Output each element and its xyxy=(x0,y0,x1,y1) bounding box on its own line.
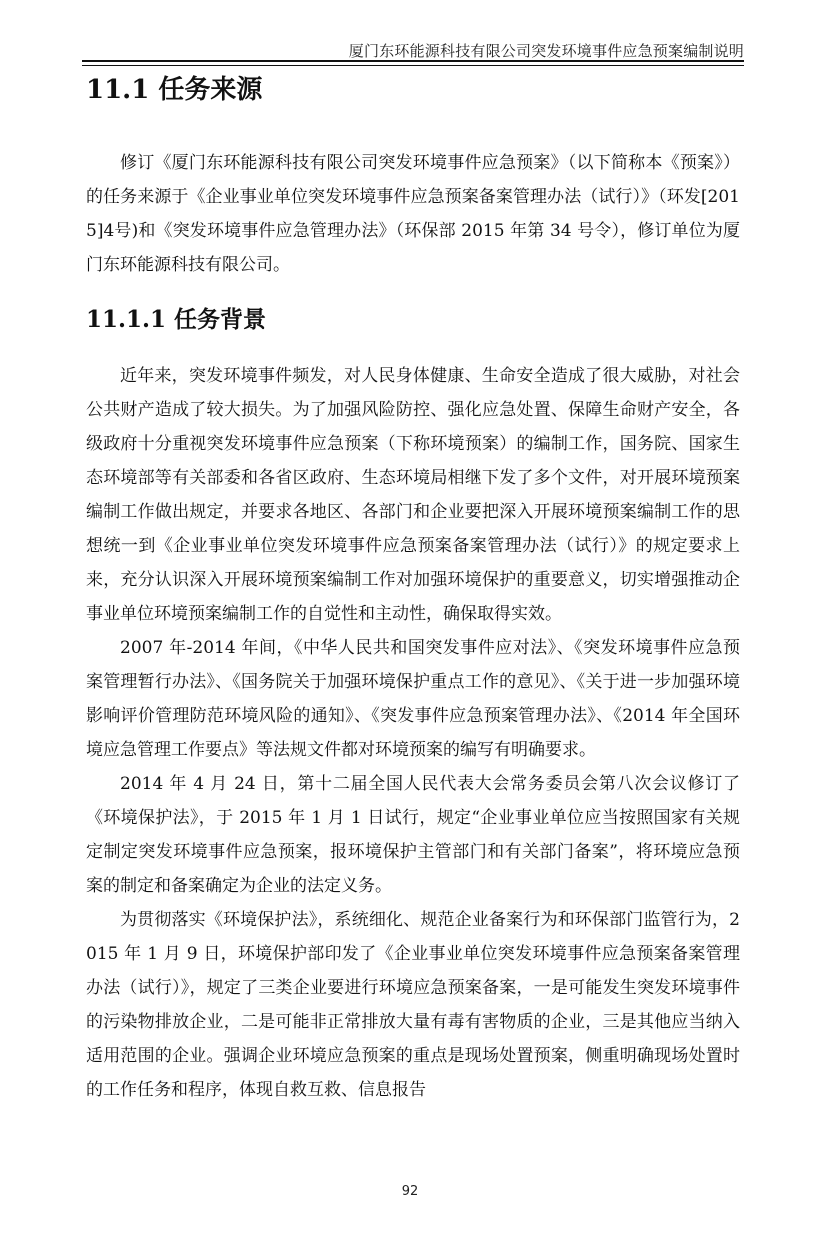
section-paragraph: 修订《厦门东环能源科技有限公司突发环境事件应急预案》（以下简称本《预案》）的任务来源于《企业事业单位突发环境事件应急预案备案管理办法（试行）》（环发[2015]4号)和《突发环境事件应急管理办法》（环保部 2015 年第 34 号令），修订单位为厦门东环能源科技有限公司。 xyxy=(86,153,740,275)
body-paragraph-4: 为贯彻落实《环境保护法》，系统细化、规范企业备案行为和环保部门监管行为，2015 年 1 月 9 日，环境保护部印发了《企业事业单位突发环境事件应急预案备案管理办法（试行）》，规定了三类企业要进行环境应急预案备案，一是可能发生突发环境事件的污染物排放企业，二是可能非正常排放大量有毒有害物质的企业，三是其他应当纳入适用范围的企业。强调企业环境应急预案的重点是现场处置预案，侧重明确现场处置时的工作任务和程序，体现自救互救、信息报告 xyxy=(86,910,740,1100)
header-rule-thick xyxy=(82,60,744,62)
section-heading: 11.1 任务来源 xyxy=(86,75,263,105)
running-header: 厦门东环能源科技有限公司突发环境事件应急预案编制说明 xyxy=(348,42,744,60)
body-paragraph-1: 近年来，突发环境事件频发，对人民身体健康、生命安全造成了很大威胁，对社会公共财产造成了较大损失。为了加强风险防控、强化应急处置、保障生命财产安全，各级政府十分重视突发环境事件应急预案（下称环境预案）的编制工作，国务院、国家生态环境部等有关部委和各省区政府、生态环境局相继下发了多个文件，对开展环境预案编制工作做出规定，并要求各地区、各部门和企业要把深入开展环境预案编制工作的思想统一到《企业事业单位突发环境事件应急预案备案管理办法（试行）》的规定要求上来，充分认识深入开展环境预案编制工作对加强环境保护的重要意义，切实增强推动企事业单位环境预案编制工作的自觉性和主动性，确保取得实效。 xyxy=(86,366,740,624)
subsection-heading: 11.1.1 任务背景 xyxy=(86,306,267,333)
body-paragraph-2: 2007 年-2014 年间，《中华人民共和国突发事件应对法》、《突发环境事件应急预案管理暂行办法》、《国务院关于加强环境保护重点工作的意见》、《关于进一步加强环境影响评价管理防范环境风险的通知》、《突发事件应急预案管理办法》、《2014 年全国环境应急管理工作要点》等法规文件都对环境预案的编写有明确要求。 xyxy=(86,638,740,760)
header-rule-thin xyxy=(82,65,744,66)
page-body xyxy=(86,70,740,1107)
page-number: 92 xyxy=(401,1184,419,1199)
body-paragraph-3: 2014 年 4 月 24 日，第十二届全国人民代表大会常务委员会第八次会议修订了《环境保护法》，于 2015 年 1 月 1 日试行，规定“企业事业单位应当按照国家有关规定制定突发环境事件应急预案，报环境保护主管部门和有关部门备案”，将环境应急预案的制定和备案确定为企业的法定义务。 xyxy=(86,774,740,896)
